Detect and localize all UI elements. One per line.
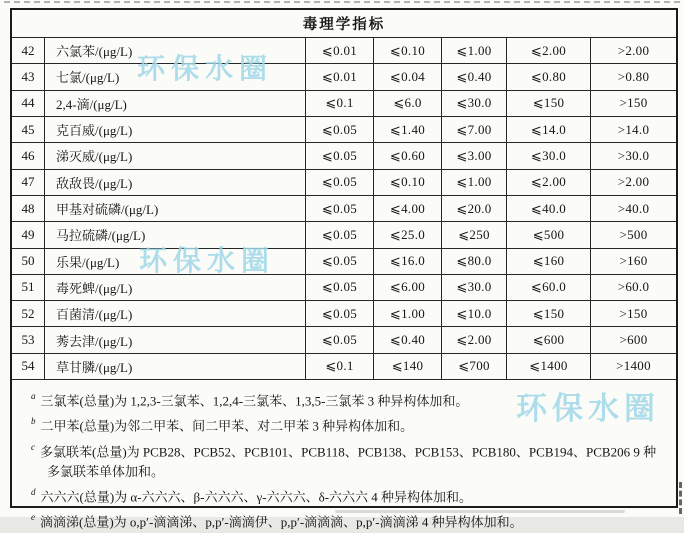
table-row <box>12 222 676 248</box>
limit-class3-cell: ⩽1.00 <box>442 38 507 63</box>
row-number-cell: 45 <box>12 117 45 142</box>
watermark-middle: 环保水圈 <box>139 244 276 277</box>
parameter-name-cell: 马拉硫磷/(μg/L) <box>45 222 306 247</box>
footnote <box>31 483 664 507</box>
row-number-cell: 42 <box>12 38 45 63</box>
table-row <box>12 196 676 222</box>
limit-class5-cell: >150 <box>619 305 648 321</box>
limit-class1-cell: ⩽0.1 <box>306 354 374 379</box>
limit-class5-cell: >60.0 <box>617 279 650 295</box>
parameter-name-cell: 莠去津/(μg/L) <box>45 327 306 352</box>
row-number-cell: 54 <box>12 354 45 379</box>
limit-class1-cell: ⩽0.05 <box>306 249 374 274</box>
table-row <box>12 354 676 380</box>
row-number-cell: 49 <box>12 222 45 247</box>
row-number-cell: 48 <box>12 196 45 221</box>
row-number-cell: 52 <box>12 301 45 326</box>
limit-class2-cell: ⩽0.10 <box>374 38 442 63</box>
limit-class5-cell: >40.0 <box>617 200 650 216</box>
row-number-cell: 53 <box>12 327 45 352</box>
limit-class4-cell: ⩽160 <box>507 249 591 274</box>
limit-class1-cell: ⩽0.05 <box>306 117 374 142</box>
row-number-cell: 44 <box>12 91 45 116</box>
parameter-name-cell: 草甘膦/(μg/L) <box>45 354 306 379</box>
limit-class1-cell: ⩽0.01 <box>306 38 374 63</box>
limit-class3-cell: ⩽30.0 <box>442 91 507 116</box>
limit-class1-cell: ⩽0.05 <box>306 275 374 300</box>
limit-class1-cell: ⩽0.05 <box>306 327 374 352</box>
footnote-mark: a <box>31 391 36 401</box>
scan-smudge <box>335 510 625 513</box>
limit-class2-cell: ⩽16.0 <box>374 249 442 274</box>
limit-class4-cell: ⩽2.00 <box>507 38 591 63</box>
limit-class4-cell: ⩽150 <box>507 91 591 116</box>
limit-class2-cell: ⩽140 <box>374 354 442 379</box>
limit-class5-cell: >2.00 <box>617 174 650 190</box>
limit-class4-cell: ⩽600 <box>507 327 591 352</box>
limit-class2-cell: ⩽0.10 <box>374 170 442 195</box>
limit-class1-cell: ⩽0.05 <box>306 196 374 221</box>
footnote <box>31 438 664 482</box>
limit-class4-cell: ⩽30.0 <box>507 143 591 168</box>
limit-class3-cell: ⩽7.00 <box>442 117 507 142</box>
limit-class4-cell: ⩽14.0 <box>507 117 591 142</box>
table-row <box>12 117 676 143</box>
footnote <box>31 412 664 436</box>
footnote-text: 多氯联苯(总量)为 PCB28、PCB52、PCB101、PCB118、PCB138、PCB153、PCB180、PCB194、PCB206 9 种多氯联苯单体加和。 <box>40 443 657 479</box>
footnote-mark: b <box>31 416 36 427</box>
watermark-top: 环保水圈 <box>137 52 274 85</box>
parameter-name-cell: 涕灭威/(μg/L) <box>45 143 306 168</box>
limit-class2-cell: ⩽6.00 <box>374 275 442 300</box>
limit-class1-cell: ⩽0.1 <box>306 91 374 116</box>
limit-class1-cell: ⩽0.05 <box>306 143 374 168</box>
limit-class1-cell: ⩽0.01 <box>306 64 374 89</box>
limit-class5-cell: >150 <box>619 95 648 111</box>
parameter-name-cell: 甲基对硫磷/(μg/L) <box>45 196 306 221</box>
parameter-name-cell: 七氯/(μg/L) <box>45 64 306 89</box>
row-number-cell: 50 <box>12 249 45 274</box>
limit-class2-cell: ⩽0.40 <box>374 327 442 352</box>
limit-class5-cell: >160 <box>619 253 648 269</box>
footnote-mark: c <box>31 441 35 452</box>
limit-class3-cell: ⩽1.00 <box>442 170 507 195</box>
footnote-text: 六六六(总量)为 α-六六六、β-六六六、γ-六六六、δ-六六六 4 种异构体加和。 <box>40 489 473 505</box>
row-number-cell: 51 <box>12 275 45 300</box>
parameter-name-cell: 敌敌畏/(μg/L) <box>45 170 306 195</box>
limit-class3-cell: ⩽20.0 <box>442 196 507 221</box>
limit-class4-cell: ⩽40.0 <box>507 196 591 221</box>
footnote-mark: e <box>31 512 35 523</box>
footnote <box>31 387 664 411</box>
table-row <box>12 38 676 64</box>
limit-class3-cell: ⩽30.0 <box>442 275 507 300</box>
parameter-name-cell: 毒死蜱/(μg/L) <box>45 275 306 300</box>
limit-class2-cell: ⩽4.00 <box>374 196 442 221</box>
limit-class4-cell: ⩽150 <box>507 301 591 326</box>
limit-class4-cell: ⩽0.80 <box>507 64 591 89</box>
limit-class5-cell: >30.0 <box>617 147 650 163</box>
page-edge-dashes <box>679 482 682 514</box>
footnote-text: 三氯苯(总量)为 1,2,3-三氯苯、1,2,4-三氯苯、1,3,5-三氯苯 3 种异构体加和。 <box>40 393 469 409</box>
table-section-header: 毒理学指标 <box>12 10 676 38</box>
parameter-name-cell: 乐果/(μg/L) <box>45 249 306 274</box>
limit-class3-cell: ⩽250 <box>442 222 507 247</box>
limit-class2-cell: ⩽1.00 <box>374 301 442 326</box>
table-row <box>12 64 676 90</box>
limit-class3-cell: ⩽3.00 <box>442 143 507 168</box>
limit-class2-cell: ⩽25.0 <box>374 222 442 247</box>
table-row <box>12 249 676 275</box>
row-number-cell: 43 <box>12 64 45 89</box>
table-row <box>12 327 676 353</box>
footnote-text: 滴滴涕(总量)为 o,p′-滴滴涕、p,p′-滴滴伊、p,p′-滴滴滴、p,p′-滴滴涕 4 种异构体加和。 <box>40 514 523 530</box>
limit-class5-cell: >500 <box>619 226 648 242</box>
limit-class4-cell: ⩽60.0 <box>507 275 591 300</box>
parameter-name-cell: 2,4-滴/(μg/L) <box>45 91 306 116</box>
watermark-bottom: 环保水圈 <box>516 391 660 427</box>
table-row <box>12 275 676 301</box>
limit-class2-cell: ⩽1.40 <box>374 117 442 142</box>
limit-class4-cell: ⩽500 <box>507 222 591 247</box>
parameter-name-cell: 百菌清/(μg/L) <box>45 301 306 326</box>
parameter-name-cell: 克百威/(μg/L) <box>45 117 306 142</box>
toxicology-table-frame <box>10 8 678 530</box>
parameter-name-cell: 六氯苯/(μg/L) <box>45 38 306 63</box>
table-row <box>12 91 676 117</box>
limit-class2-cell: ⩽0.04 <box>374 64 442 89</box>
footnote-mark: d <box>31 486 36 497</box>
limit-class2-cell: ⩽6.0 <box>374 91 442 116</box>
limit-class5-cell: >14.0 <box>617 121 650 137</box>
limit-class4-cell: ⩽1400 <box>507 354 591 379</box>
limit-class1-cell: ⩽0.05 <box>306 301 374 326</box>
limit-class5-cell: >0.80 <box>617 68 650 84</box>
limit-class4-cell: ⩽2.00 <box>507 170 591 195</box>
torn-edge-dashes <box>4 1 680 3</box>
table-row <box>12 301 676 327</box>
limit-class1-cell: ⩽0.05 <box>306 222 374 247</box>
table-row <box>12 143 676 169</box>
limit-class3-cell: ⩽700 <box>442 354 507 379</box>
limit-class1-cell: ⩽0.05 <box>306 170 374 195</box>
row-number-cell: 46 <box>12 143 45 168</box>
footnote-text: 二甲苯(总量)为邻二甲苯、间二甲苯、对二甲苯 3 种异构体加和。 <box>40 418 414 434</box>
limit-class3-cell: ⩽80.0 <box>442 249 507 274</box>
limit-class3-cell: ⩽10.0 <box>442 301 507 326</box>
limit-class5-cell: >1400 <box>616 358 651 374</box>
table-body <box>12 38 676 380</box>
limit-class5-cell: >2.00 <box>617 42 650 58</box>
limit-class5-cell: >600 <box>619 332 648 348</box>
limit-class3-cell: ⩽0.40 <box>442 64 507 89</box>
limit-class2-cell: ⩽0.60 <box>374 143 442 168</box>
limit-class3-cell: ⩽2.00 <box>442 327 507 352</box>
row-number-cell: 47 <box>12 170 45 195</box>
table-row <box>12 170 676 196</box>
